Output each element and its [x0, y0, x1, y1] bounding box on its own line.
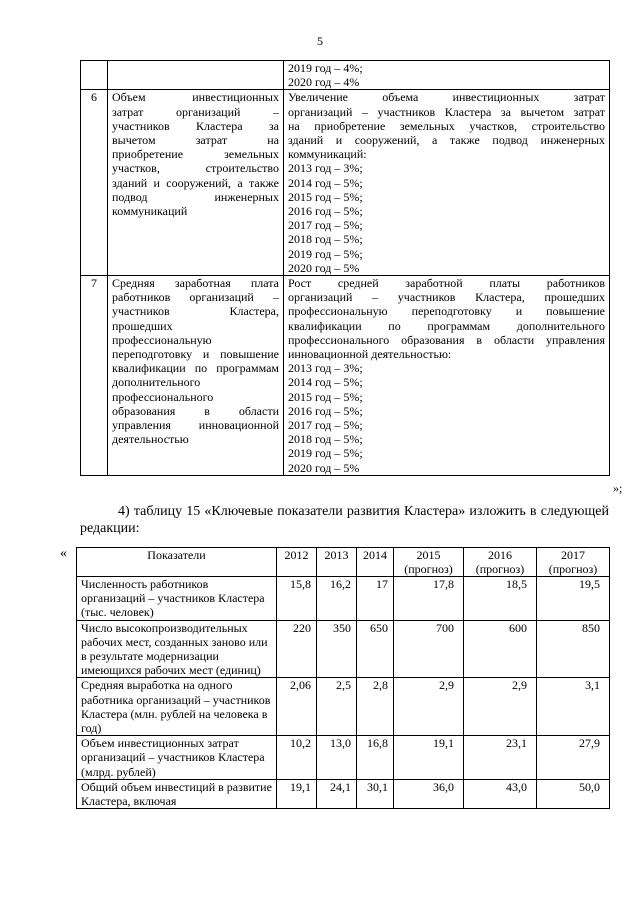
- column-header-year: 2017 (прогноз): [537, 548, 610, 577]
- indicator-value: 350: [317, 620, 357, 678]
- column-header-year: 2013: [317, 548, 357, 577]
- indicator-value: 24,1: [317, 779, 357, 808]
- indicator-name: [108, 61, 284, 90]
- year-target: 2013 год – 3%;: [288, 361, 363, 376]
- name-line: коммуникаций: [112, 204, 188, 219]
- indicator-value: 30,1: [357, 779, 394, 808]
- column-header-year: 2014: [357, 548, 394, 577]
- table-row: [77, 678, 610, 736]
- indicator-value: 2,9: [464, 678, 537, 736]
- indicator-label: Объем инвестиционных затрат организаций – участников Кластера (млрд. рублей): [77, 736, 277, 780]
- year-target: 2014 год – 5%;: [288, 175, 363, 190]
- table-row: [77, 736, 610, 780]
- indicator-value: 700: [394, 620, 464, 678]
- year-target: 2018 год – 5%;: [288, 432, 363, 447]
- name-line: деятельностью: [112, 432, 189, 447]
- indicator-value: 220: [277, 620, 317, 678]
- year-target: 2019 год – 5%;: [288, 246, 363, 261]
- table-row: [77, 577, 610, 621]
- year-target: 2016 год – 5%;: [288, 204, 363, 219]
- name-line: образования в области: [112, 403, 279, 418]
- year-target: 2014 год – 5%;: [288, 375, 363, 390]
- indicator-description: [284, 61, 610, 90]
- indicator-value: 16,2: [317, 577, 357, 621]
- indicator-value: 3,1: [537, 678, 610, 736]
- name-line: участников Кластера,: [112, 304, 279, 319]
- description-line: организаций – участников Кластера за вычетом затрат: [288, 104, 605, 119]
- description-line: Увеличение объема инвестиционных затрат: [288, 90, 605, 105]
- description-line: квалификации по программам дополнительного: [288, 318, 605, 333]
- amendment-paragraph: 4) таблицу 15 «Ключевые показатели развития Кластера» изложить в следующей редакции:: [80, 504, 609, 536]
- indicator-value: 650: [357, 620, 394, 678]
- name-line: прошедших: [112, 318, 173, 333]
- description-line: организаций – участников Кластера, прошедших: [288, 290, 605, 305]
- year-target: 2013 год – 3%;: [288, 161, 363, 176]
- row-number: 7: [81, 276, 108, 476]
- indicator-label: Численность работников организаций – участников Кластера (тыс. человек): [77, 577, 277, 621]
- name-line: профессиональную: [112, 332, 212, 347]
- key-indicators-table: [76, 547, 610, 809]
- table-row: [77, 779, 610, 808]
- name-line: переподготовку и повышение: [112, 347, 279, 362]
- table-row: [81, 90, 610, 276]
- name-line: дополнительного: [112, 375, 201, 390]
- indicator-value: 27,9: [537, 736, 610, 780]
- name-line: затрат организаций –: [112, 104, 279, 119]
- column-header-indicator: Показатели: [77, 548, 277, 577]
- indicator-value: 19,5: [537, 577, 610, 621]
- table-row: [77, 620, 610, 678]
- indicator-name: [108, 276, 284, 476]
- name-line: вычетом затрат на: [112, 133, 279, 148]
- description-line: на приобретение земельных участков, строительство: [288, 118, 605, 133]
- indicator-name: [108, 90, 284, 276]
- indicator-description: [284, 276, 610, 476]
- year-target: 2020 год – 4%: [288, 75, 360, 90]
- indicator-value: 10,2: [277, 736, 317, 780]
- column-header-year: 2016 (прогноз): [464, 548, 537, 577]
- year-target: 2016 год – 5%;: [288, 403, 363, 418]
- indicator-value: 600: [464, 620, 537, 678]
- indicator-label: Общий объем инвестиций в развитие Кластера, включая: [77, 779, 277, 808]
- indicator-value: 850: [537, 620, 610, 678]
- year-target: 2015 год – 5%;: [288, 189, 363, 204]
- name-line: профессионального: [112, 389, 214, 404]
- table-row: [81, 276, 610, 476]
- indicator-value: 2,5: [317, 678, 357, 736]
- indicator-value: 13,0: [317, 736, 357, 780]
- indicator-value: 19,1: [277, 779, 317, 808]
- description-line: профессиональную переподготовку и повышение: [288, 304, 605, 319]
- indicator-label: Число высокопроизводительных рабочих мест, созданных заново или в результате модернизации имеющихся рабочих мест (единиц): [77, 620, 277, 678]
- indicator-value: 17,8: [394, 577, 464, 621]
- row-number: [81, 61, 108, 90]
- indicator-value: 2,8: [357, 678, 394, 736]
- column-header-year: 2015 (прогноз): [394, 548, 464, 577]
- indicator-value: 36,0: [394, 779, 464, 808]
- name-line: подвод инженерных: [112, 189, 279, 204]
- name-line: Средняя заработная плата: [112, 276, 279, 291]
- indicator-value: 15,8: [277, 577, 317, 621]
- description-line: Рост средней заработной платы работников: [288, 276, 605, 291]
- name-line: управления инновационной: [112, 418, 279, 433]
- description-line: инновационной деятельностью:: [288, 347, 452, 362]
- page-number: 5: [317, 34, 323, 48]
- indicator-value: 17: [357, 577, 394, 621]
- year-target: 2017 год – 5%;: [288, 218, 363, 233]
- indicator-description: [284, 90, 610, 276]
- indicator-value: 16,8: [357, 736, 394, 780]
- year-target: 2020 год – 5%: [288, 460, 360, 475]
- indicators-table-continued: [80, 60, 610, 476]
- indicator-value: 50,0: [537, 779, 610, 808]
- column-header-year: 2012: [277, 548, 317, 577]
- year-target: 2015 год – 5%;: [288, 389, 363, 404]
- indicator-value: 19,1: [394, 736, 464, 780]
- name-line: квалификации по программам: [112, 361, 279, 376]
- row-number: 6: [81, 90, 108, 276]
- table-row: [81, 61, 610, 90]
- name-line: участников Кластера за: [112, 118, 279, 133]
- description-line: коммуникаций:: [288, 147, 367, 162]
- indicator-value: 18,5: [464, 577, 537, 621]
- year-target: 2018 год – 5%;: [288, 232, 363, 247]
- year-target: 2020 год – 5%: [288, 260, 360, 275]
- name-line: работников организаций –: [112, 290, 279, 305]
- name-line: зданий и сооружений, а также: [112, 175, 279, 190]
- name-line: приобретение земельных: [112, 147, 279, 162]
- description-line: профессионального образования в области управления: [288, 332, 605, 347]
- name-line: участков, строительство: [112, 161, 279, 176]
- opening-quote: «: [60, 546, 67, 561]
- description-line: зданий и сооружений, а также подвод инженерных: [288, 133, 605, 148]
- year-target: 2019 год – 5%;: [288, 446, 363, 461]
- indicator-label: Средняя выработка на одного работника организаций – участников Кластера (млн. рублей на человека в год): [77, 678, 277, 736]
- indicator-value: 2,9: [394, 678, 464, 736]
- indicator-value: 2,06: [277, 678, 317, 736]
- year-target: 2019 год – 4%;: [288, 61, 363, 75]
- year-target: 2017 год – 5%;: [288, 418, 363, 433]
- indicator-value: 23,1: [464, 736, 537, 780]
- name-line: Объем инвестиционных: [112, 90, 279, 105]
- closing-quote: »;: [613, 481, 623, 495]
- indicator-value: 43,0: [464, 779, 537, 808]
